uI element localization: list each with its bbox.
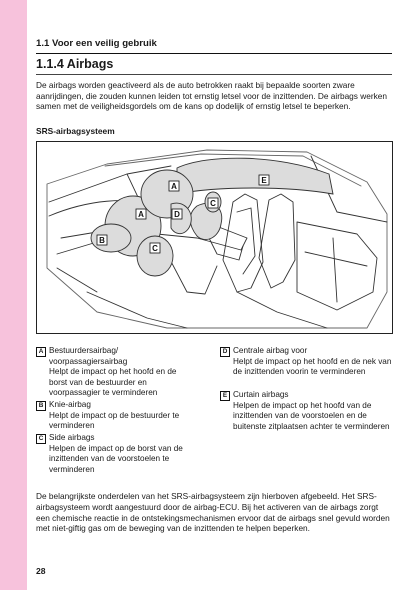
legend-b-desc: Helpt de impact op de bestuurder te verminderen bbox=[49, 410, 180, 431]
summary-paragraph: De belangrijkste onderdelen van het SRS-airbagsysteem zijn hierboven afgebeeld. Het SRS-airbagsysteem wordt aangestuurd door de airbag-ECU. Bij het activeren van de airbags zorgt een chemische reactie in de ontstekingsmechanismen ervoor dat de airbags snel gevuld worden met niet-giftig gas om de beweging van de inzittenden te helpen beperken. bbox=[36, 491, 390, 534]
label-c-passenger-side: C bbox=[210, 199, 216, 208]
subsection-title: 1.1.4 Airbags bbox=[36, 57, 114, 71]
legend-item-c bbox=[36, 433, 194, 475]
badge-b: B bbox=[36, 401, 46, 411]
badge-c: C bbox=[36, 434, 46, 444]
badge-e: E bbox=[220, 391, 230, 401]
legend-item-b bbox=[36, 400, 194, 432]
legend-c-title: Side airbags bbox=[49, 433, 95, 442]
legend-c-desc: Helpen de impact op de borst van de inzittenden van de voorstoelen te verminderen bbox=[49, 443, 183, 474]
badge-a: A bbox=[36, 347, 46, 357]
intro-paragraph: De airbags worden geactiveerd als de auto betrokken raakt bij bepaalde soorten zware aanrijdingen, die zouden kunnen leiden tot ernstig letsel voor de inzittenden. De airbags werken samen met de veiligheidsgordels om de kans op dodelijk of ernstig letsel te beperken. bbox=[36, 80, 388, 112]
badge-d: D bbox=[220, 347, 230, 357]
legend-a-title: Bestuurdersairbag/ voorpassagiersairbag bbox=[49, 346, 128, 366]
legend-d-desc: Helpt de impact op het hoofd en de nek van de inzittenden voorin te verminderen bbox=[233, 356, 392, 377]
label-c-driver-side: C bbox=[152, 244, 158, 253]
label-e-curtain: E bbox=[261, 176, 267, 185]
legend-e-desc: Helpen de impact op het hoofd van de inzittenden van de voorstoelen en de buitenste zitplaatsen achter te verminderen bbox=[233, 400, 390, 431]
page-number: 28 bbox=[36, 566, 46, 576]
legend-item-e bbox=[220, 390, 392, 432]
label-b-knee: B bbox=[99, 236, 105, 245]
page-edge-tab bbox=[0, 0, 27, 590]
system-heading: SRS-airbagsysteem bbox=[36, 126, 115, 136]
section-header: 1.1 Voor een veilig gebruik bbox=[36, 37, 392, 54]
label-a-driver: A bbox=[138, 210, 144, 219]
legend-item-d bbox=[220, 346, 392, 378]
legend-e-title: Curtain airbags bbox=[233, 390, 289, 399]
label-a-passenger: A bbox=[171, 182, 177, 191]
subsection-rule bbox=[36, 74, 392, 75]
legend-b-title: Knie-airbag bbox=[49, 400, 91, 409]
airbag-illustration bbox=[36, 141, 393, 334]
legend-a-desc: Helpt de impact op het hoofd en de borst van de bestuurder en voorpassagier te verminderen bbox=[49, 367, 177, 398]
legend-item-a bbox=[36, 346, 194, 399]
label-d-center: D bbox=[174, 210, 180, 219]
legend-d-title: Centrale airbag voor bbox=[233, 346, 308, 355]
